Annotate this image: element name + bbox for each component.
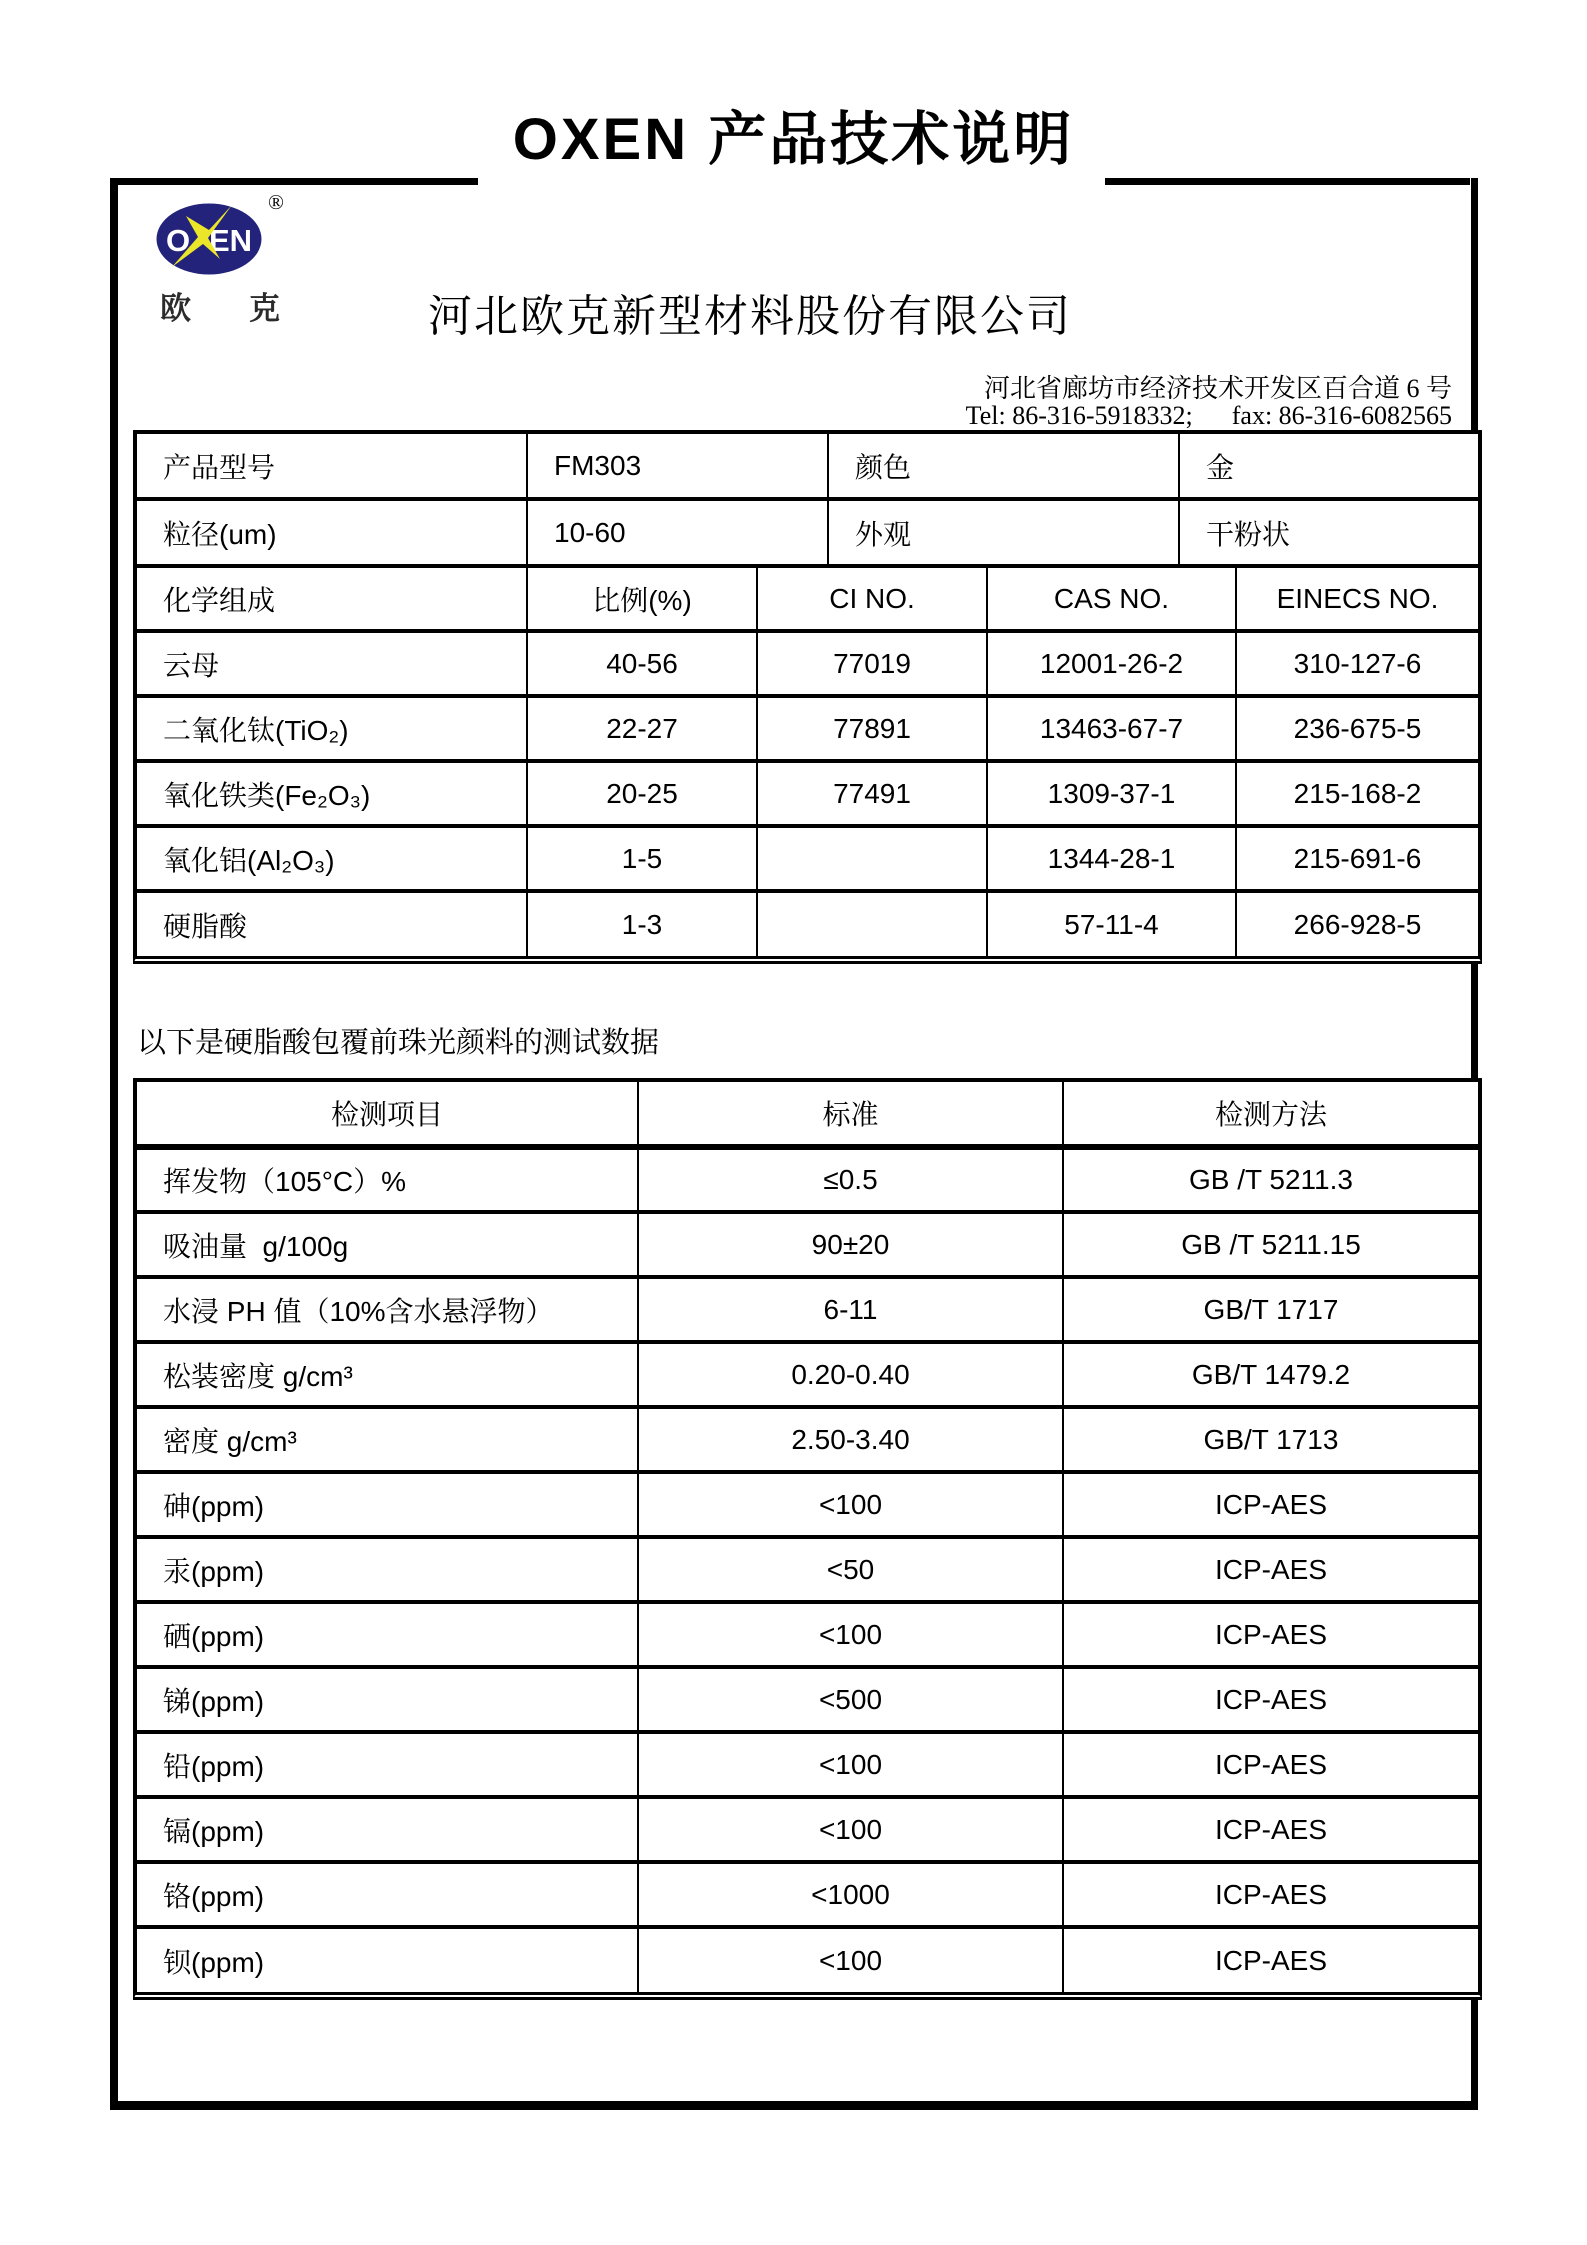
table-cell: 二氧化钛(TiO₂) (137, 696, 527, 761)
table-cell: 挥发物（105°C）% (137, 1147, 638, 1212)
table-row (137, 891, 1478, 956)
table-cell: 13463-67-7 (987, 696, 1236, 761)
table-row (137, 1797, 1478, 1862)
table-cell: 236-675-5 (1236, 696, 1478, 761)
table-row (137, 434, 1478, 499)
table-cell: ≤0.5 (638, 1147, 1063, 1212)
table-cell: ICP-AES (1063, 1602, 1478, 1667)
table-cell (757, 891, 987, 956)
test-table (137, 1082, 1478, 1992)
table-cell: 22-27 (527, 696, 757, 761)
table-cell: GB /T 5211.3 (1063, 1147, 1478, 1212)
table-cell: 钡(ppm) (137, 1927, 638, 1992)
column-header: EINECS NO. (1236, 566, 1478, 631)
table-cell: 外观 (828, 499, 1179, 564)
table-cell: 1-3 (527, 891, 757, 956)
column-header: 检测方法 (1063, 1082, 1478, 1147)
table-row (137, 1277, 1478, 1342)
table-cell: 10-60 (527, 499, 828, 564)
table-cell: 1309-37-1 (987, 761, 1236, 826)
table-cell: 铅(ppm) (137, 1732, 638, 1797)
column-header: CAS NO. (987, 566, 1236, 631)
table-cell: 77019 (757, 631, 987, 696)
table-cell: <1000 (638, 1862, 1063, 1927)
table-cell: 310-127-6 (1236, 631, 1478, 696)
table-cell: <100 (638, 1602, 1063, 1667)
table-cell: 汞(ppm) (137, 1537, 638, 1602)
table-cell: 产品型号 (137, 434, 527, 499)
document-title: OXEN 产品技术说明 (512, 107, 1075, 172)
table-row (137, 1602, 1478, 1667)
table-row (137, 696, 1478, 761)
table-cell: 干粉状 (1179, 499, 1478, 564)
table-row (137, 631, 1478, 696)
company-name: 河北欧克新型材料股份有限公司 (428, 292, 1072, 341)
table-header-row (137, 566, 1478, 631)
table-cell: <50 (638, 1537, 1063, 1602)
table-cell: ICP-AES (1063, 1732, 1478, 1797)
table-cell: 1-5 (527, 826, 757, 891)
table-cell: 硬脂酸 (137, 891, 527, 956)
table-cell: 密度 g/cm³ (137, 1407, 638, 1472)
table-row (137, 1537, 1478, 1602)
table-cell: 77491 (757, 761, 987, 826)
table-row (137, 1147, 1478, 1212)
table-cell: 0.20-0.40 (638, 1342, 1063, 1407)
table-cell: 77891 (757, 696, 987, 761)
table-row (137, 826, 1478, 891)
table-cell: 金 (1179, 434, 1478, 499)
table-cell: FM303 (527, 434, 828, 499)
table-cell: 氧化铁类(Fe₂O₃) (137, 761, 527, 826)
test-data-table (133, 1078, 1482, 2000)
brand-logo-icon (156, 203, 262, 280)
table-row (137, 1862, 1478, 1927)
table-cell: 57-11-4 (987, 891, 1236, 956)
table-row (137, 1342, 1478, 1407)
column-header: 比例(%) (527, 566, 757, 631)
table-cell: ICP-AES (1063, 1927, 1478, 1992)
table-cell: 40-56 (527, 631, 757, 696)
table-row (137, 1212, 1478, 1277)
table-cell: <100 (638, 1472, 1063, 1537)
table-cell: 266-928-5 (1236, 891, 1478, 956)
table-cell: ICP-AES (1063, 1862, 1478, 1927)
table-cell: 颜色 (828, 434, 1179, 499)
table-cell: 1344-28-1 (987, 826, 1236, 891)
column-header: CI NO. (757, 566, 987, 631)
product-composition-table (133, 430, 1482, 964)
table-cell: <100 (638, 1927, 1063, 1992)
table-cell: 镉(ppm) (137, 1797, 638, 1862)
table-cell: 6-11 (638, 1277, 1063, 1342)
table-row (137, 1927, 1478, 1992)
table-cell: ICP-AES (1063, 1537, 1478, 1602)
table-cell: GB /T 5211.15 (1063, 1212, 1478, 1277)
logo-text-left: O (166, 223, 191, 258)
company-address: 河北省廊坊市经济技术开发区百合道 6 号 (983, 374, 1452, 403)
table-row (137, 761, 1478, 826)
table-cell: GB/T 1717 (1063, 1277, 1478, 1342)
table-cell: 粒径(um) (137, 499, 527, 564)
table-cell: 硒(ppm) (137, 1602, 638, 1667)
table-cell: 氧化铝(Al₂O₃) (137, 826, 527, 891)
product-table (137, 434, 1478, 564)
table-header-row (137, 1082, 1478, 1147)
table-cell: 云母 (137, 631, 527, 696)
table-cell: <500 (638, 1667, 1063, 1732)
table-cell: GB/T 1713 (1063, 1407, 1478, 1472)
table-row (137, 1667, 1478, 1732)
table-row (137, 1732, 1478, 1797)
table-cell: 215-691-6 (1236, 826, 1478, 891)
composition-table (137, 564, 1478, 956)
table-row (137, 1407, 1478, 1472)
table-cell: 12001-26-2 (987, 631, 1236, 696)
table-cell: 吸油量 g/100g (137, 1212, 638, 1277)
table-row (137, 1472, 1478, 1537)
table-cell: 砷(ppm) (137, 1472, 638, 1537)
table-cell: GB/T 1479.2 (1063, 1342, 1478, 1407)
table-cell: 215-168-2 (1236, 761, 1478, 826)
table-cell: 锑(ppm) (137, 1667, 638, 1732)
table-cell: 90±20 (638, 1212, 1063, 1277)
table-cell: <100 (638, 1732, 1063, 1797)
table-cell: 松装密度 g/cm³ (137, 1342, 638, 1407)
column-header: 检测项目 (137, 1082, 638, 1147)
table-cell: ICP-AES (1063, 1797, 1478, 1862)
logo-text-right: EN (209, 223, 253, 258)
table-cell: ICP-AES (1063, 1667, 1478, 1732)
registered-trademark-icon: ® (268, 190, 284, 214)
test-data-note: 以下是硬脂酸包覆前珠光颜料的测试数据 (137, 1027, 660, 1059)
table-cell: 20-25 (527, 761, 757, 826)
table-row (137, 499, 1478, 564)
column-header: 化学组成 (137, 566, 527, 631)
table-cell: 2.50-3.40 (638, 1407, 1063, 1472)
logo-caption: 欧克 (160, 291, 338, 326)
company-contact: Tel: 86-316-5918332; fax: 86-316-6082565 (965, 401, 1452, 430)
table-cell: 铬(ppm) (137, 1862, 638, 1927)
table-cell (757, 826, 987, 891)
table-cell: <100 (638, 1797, 1063, 1862)
column-header: 标准 (638, 1082, 1063, 1147)
table-cell: 水浸 PH 值（10%含水悬浮物） (137, 1277, 638, 1342)
table-cell: ICP-AES (1063, 1472, 1478, 1537)
